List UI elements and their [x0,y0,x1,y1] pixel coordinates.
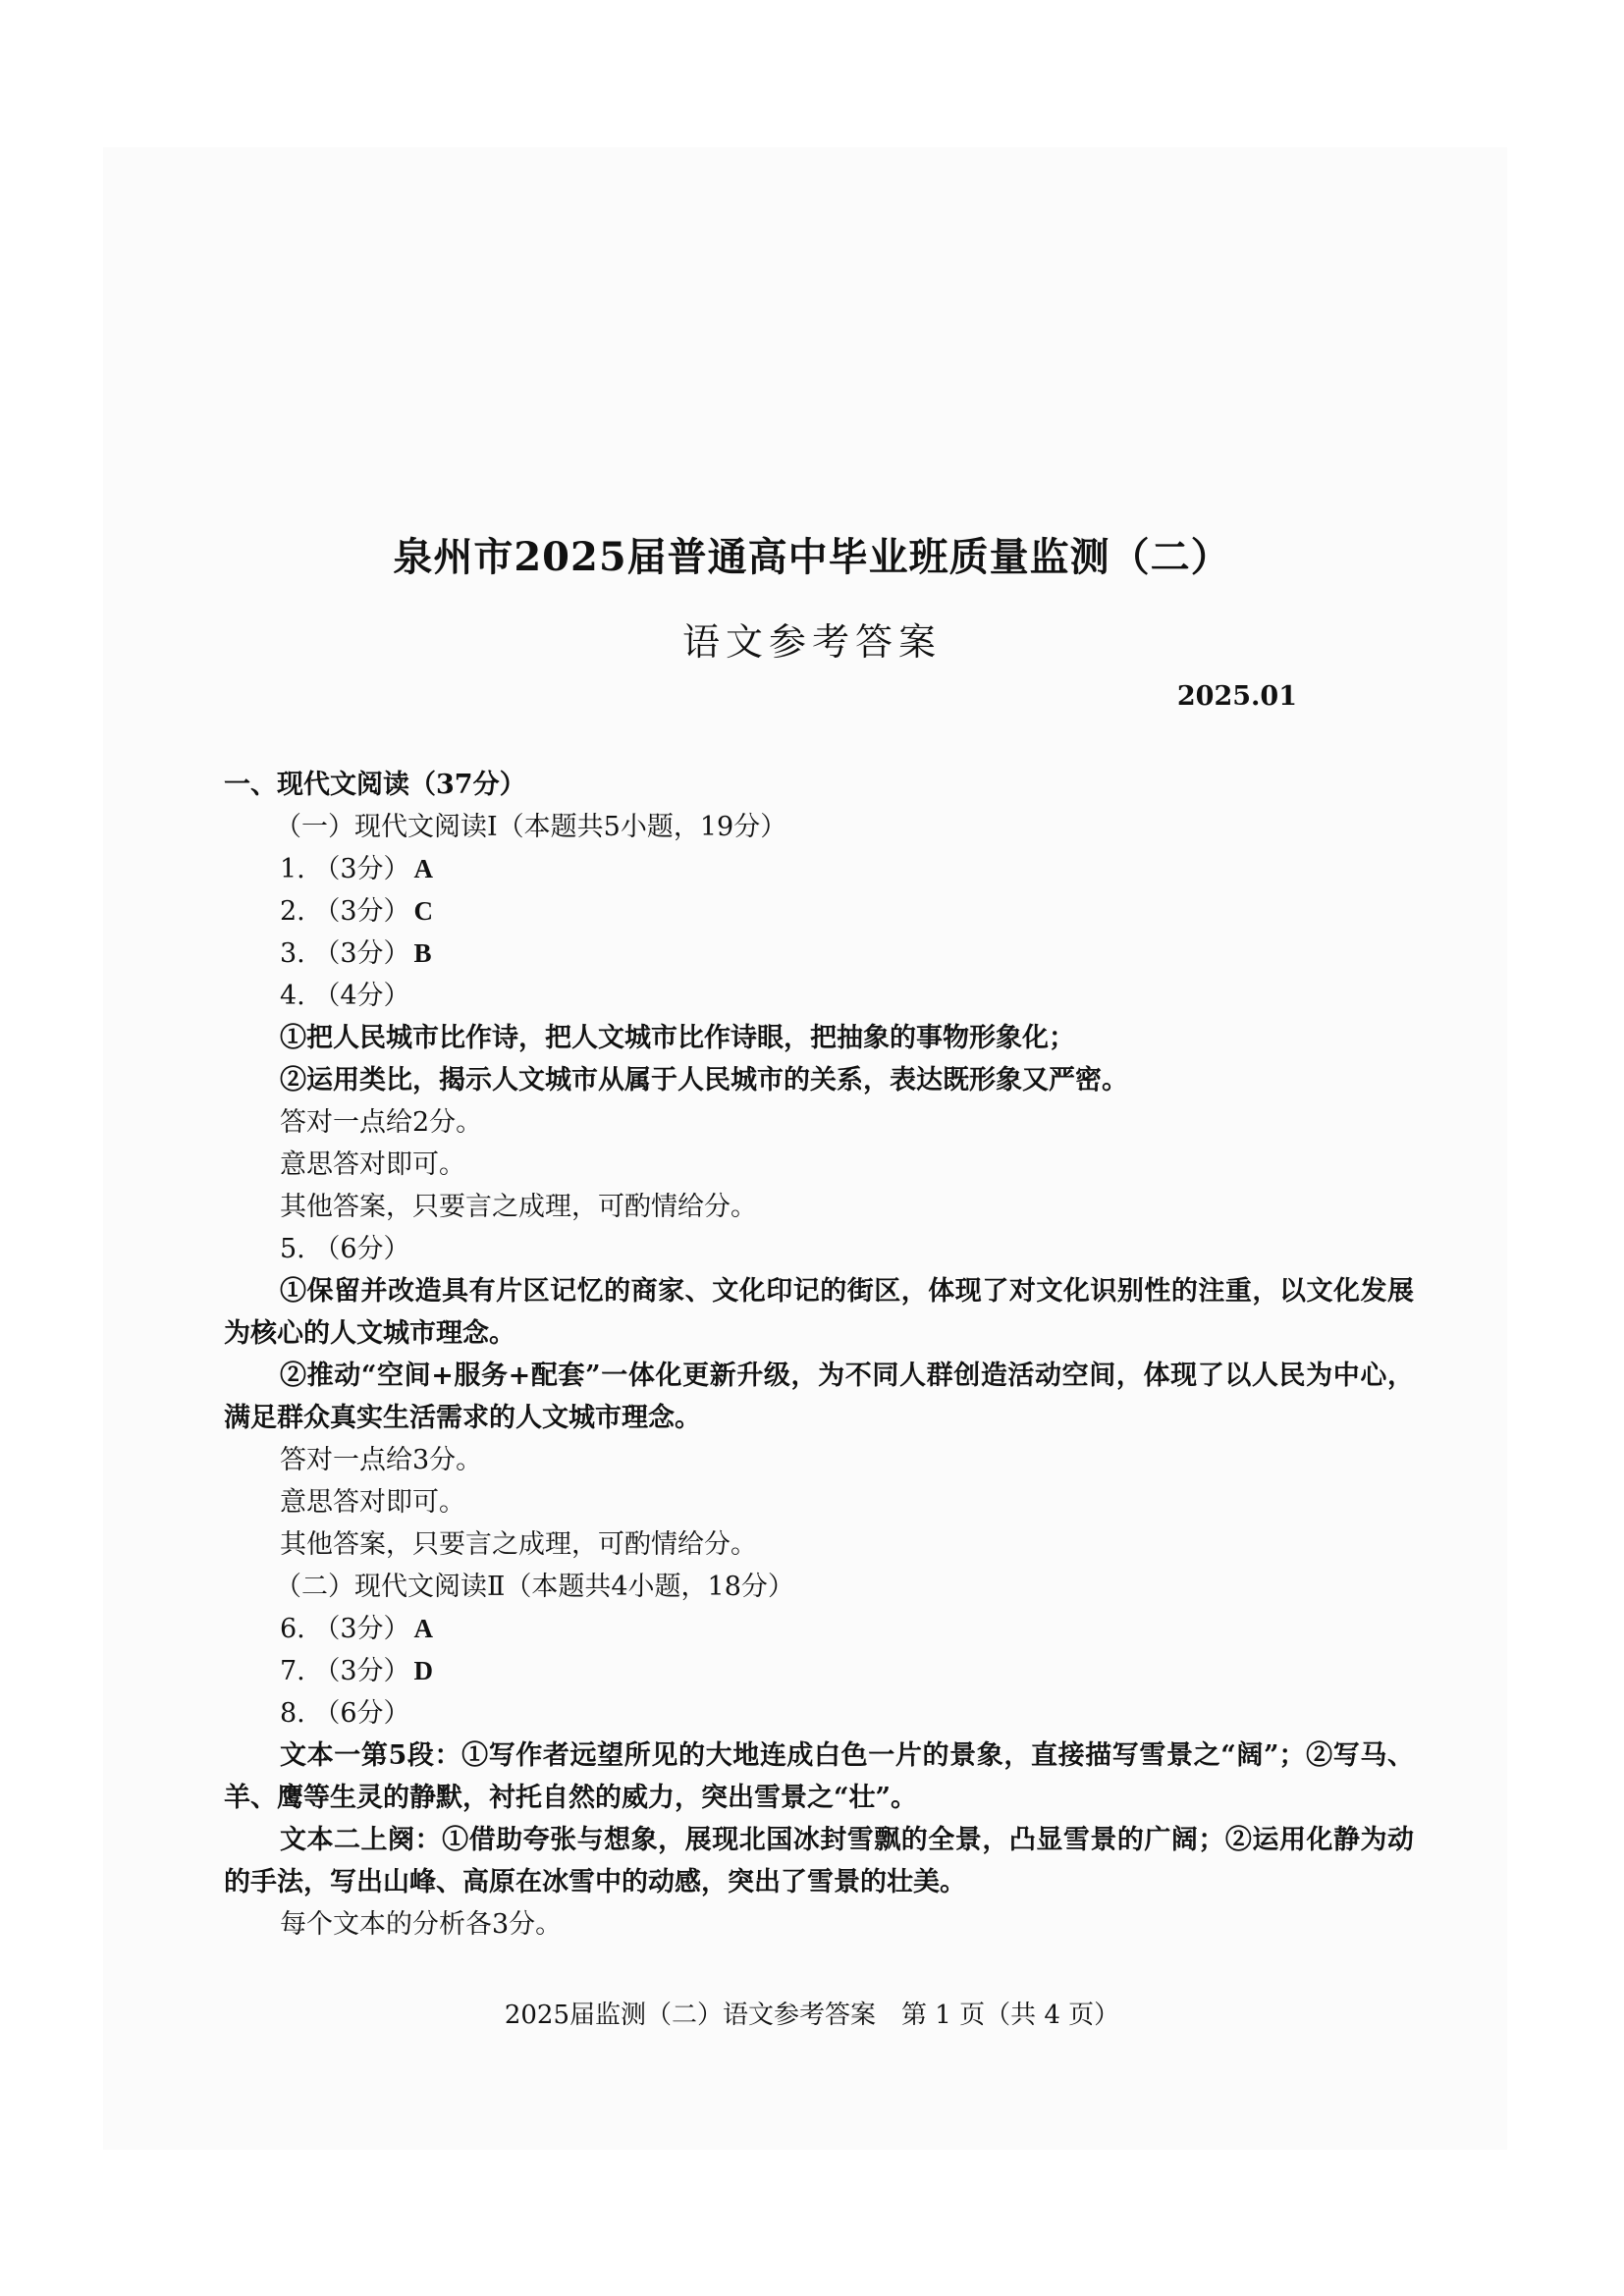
q8-point-1: 文本一第5段：①写作者远望所见的大地连成白色一片的景象，直接描写雪景之“阔”；②写马、羊、鹰等生灵的静默，衬托自然的威力，突出雪景之“壮”。 [224,1740,1414,1813]
question-4-number: 4. （4分） [280,981,410,1011]
q5-other-note: 其他答案，只要言之成理，可酌情给分。 [280,1529,757,1560]
answer-letter: A [413,1614,434,1643]
question-5-number: 5. （6分） [280,1234,410,1264]
page-subtitle: 语文参考答案 [681,620,942,664]
q4-meaning-note: 意思答对即可。 [280,1149,465,1180]
answer-content [224,764,1414,1946]
section-heading: 一、现代文阅读（37分） [224,770,526,800]
answer-q3 [224,933,1414,975]
q4-other-note: 其他答案，只要言之成理，可酌情给分。 [280,1192,757,1222]
q4-score-note: 答对一点给2分。 [280,1107,483,1138]
part1-heading: （一）现代文阅读Ⅰ（本题共5小题，19分） [275,812,787,842]
answer-q6 [224,1608,1414,1650]
question-number: 3. （3分） [280,938,410,969]
q5-score-note: 答对一点给3分。 [280,1445,483,1475]
part2-heading: （二）现代文阅读Ⅱ（本题共4小题，18分） [275,1572,794,1602]
page-title: 泉州市2025届普通高中毕业班质量监测（二） [393,534,1231,580]
question-number: 2. （3分） [280,896,410,927]
page-footer: 2025届监测（二）语文参考答案 第 1 页（共 4 页） [504,2001,1120,2030]
answer-q1 [224,848,1414,890]
answer-q7 [224,1650,1414,1692]
question-number: 6. （3分） [280,1614,410,1644]
q8-point-2: 文本二上阕：①借助夸张与想象，展现北国冰封雪飘的全景，凸显雪景的广阔；②运用化静为动的手法，写出山峰、高原在冰雪中的动感，突出了雪景的壮美。 [224,1825,1414,1897]
question-number: 1. （3分） [280,854,410,884]
answer-letter: C [413,896,434,926]
answer-letter: D [413,1656,434,1685]
q8-score-note: 每个文本的分析各3分。 [280,1909,563,1940]
q5-point-1: ①保留并改造具有片区记忆的商家、文化印记的街区，体现了对文化识别性的注重，以文化发展为核心的人文城市理念。 [224,1276,1414,1349]
q5-meaning-note: 意思答对即可。 [280,1487,465,1518]
q4-point-2: ②运用类比，揭示人文城市从属于人民城市的关系，表达既形象又严密。 [280,1065,1128,1095]
document-date: 2025.01 [1176,681,1297,712]
question-8-number: 8. （6分） [280,1698,410,1729]
answer-letter: B [413,938,432,968]
answer-q2 [224,890,1414,933]
q4-point-1: ①把人民城市比作诗，把人文城市比作诗眼，把抽象的事物形象化； [280,1023,1075,1053]
answer-letter: A [413,854,434,883]
question-number: 7. （3分） [280,1656,410,1686]
q5-point-2: ②推动“空间+服务+配套”一体化更新升级，为不同人群创造活动空间，体现了以人民为中心，满足群众真实生活需求的人文城市理念。 [224,1361,1414,1433]
